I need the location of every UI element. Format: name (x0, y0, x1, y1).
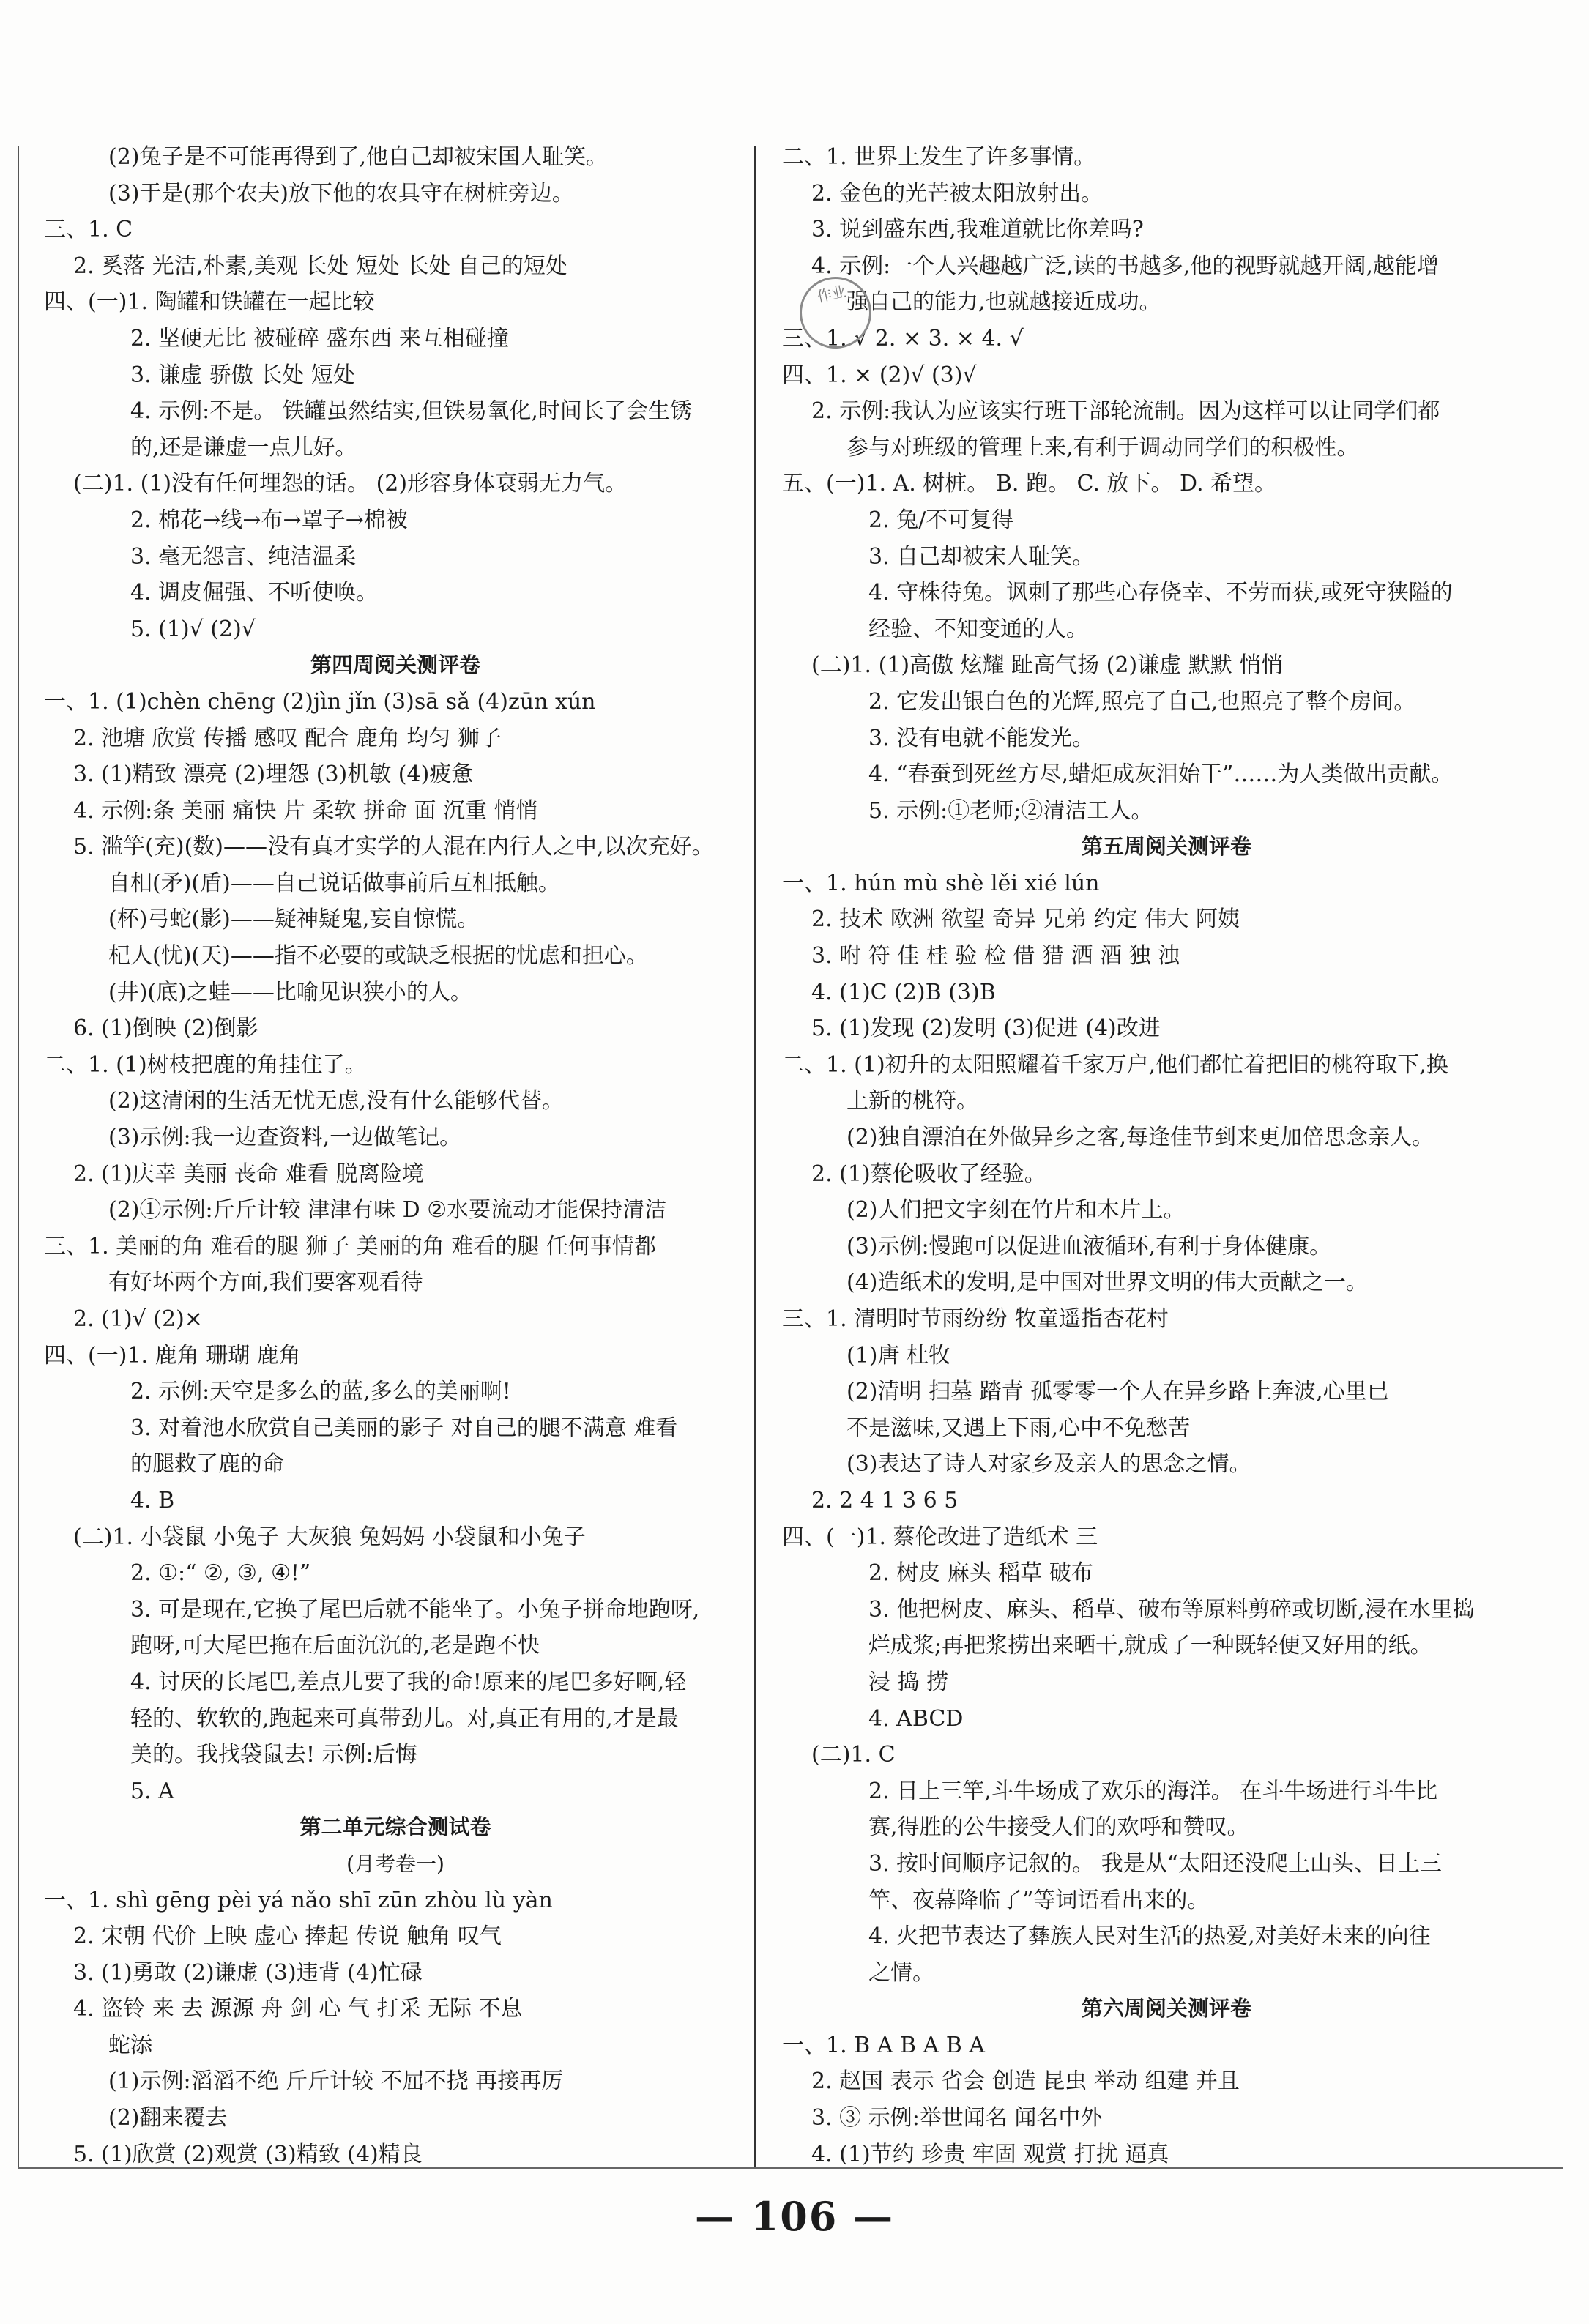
answer-line: 2. 金色的光芒被太阳放射出。 (811, 180, 1104, 206)
answer-line: 四、(一)1. 陶罐和铁罐在一起比较 (44, 289, 375, 316)
answer-line: (2)独自漂泊在外做异乡之客,每逢佳节到来更加倍思念亲人。 (846, 1125, 1434, 1151)
answer-line: (2)兔子是不可能再得到了,他自己却被宋国人耻笑。 (108, 144, 609, 170)
answer-line: (2)翻来覆去 (108, 2105, 228, 2131)
answer-line: 2. ①:“ ②, ③, ④!” (130, 1560, 311, 1587)
answer-line: 一、1. hún mù shè lěi xié lún (782, 870, 1100, 896)
answer-line: 蛇添 (108, 2032, 152, 2058)
answer-line: (2)清明 扫墓 踏青 孤零零一个人在异乡路上奔波,心里已 (846, 1379, 1389, 1405)
answer-line: 一、1. shì gēng pèi yá nǎo shī zūn zhòu lù yàn (44, 1887, 553, 1913)
answer-line: 竿、夜幕降临了”等词语看出来的。 (868, 1887, 1210, 1913)
answer-line: (1)唐 杜牧 (846, 1342, 951, 1368)
answer-line: (2)人们把文字刻在竹片和木片上。 (846, 1197, 1186, 1224)
section-heading: 第二单元综合测试卷 (299, 1814, 491, 1840)
answer-line: 美的。我找袋鼠去! 示例:后悔 (130, 1742, 417, 1768)
answer-line: 上新的桃符。 (846, 1088, 978, 1114)
answer-line: 2. 宋朝 代价 上映 虚心 捧起 传说 触角 叹气 (73, 1923, 502, 1950)
answer-line: 5. (1)欣赏 (2)观赏 (3)精致 (4)精良 (73, 2141, 423, 2167)
answer-line: 3. ③ 示例:举世闻名 闻名中外 (811, 2105, 1103, 2131)
answer-line: (3)于是(那个农夫)放下他的农具守在树桩旁边。 (108, 180, 574, 206)
page-number: — 106 — (694, 2193, 895, 2240)
answer-line: 4. 示例:一个人兴趣越广泛,读的书越多,他的视野就越开阔,越能增 (811, 253, 1439, 279)
answer-line: 2. 奚落 光洁,朴素,美观 长处 短处 长处 自己的短处 (73, 253, 568, 279)
answer-line: 4. 示例:不是。 铁罐虽然结实,但铁易氧化,时间长了会生锈 (130, 398, 692, 425)
answer-line: 二、1. (1)初升的太阳照耀着千家万户,他们都忙着把旧的桃符取下,换 (782, 1051, 1448, 1078)
answer-line: 3. 说到盛东西,我难道就比你差吗? (811, 217, 1144, 243)
answer-line: 4. 调皮倔强、不听使唤。 (130, 580, 379, 606)
answer-line: 三、1. √ 2. × 3. × 4. √ (782, 325, 1024, 351)
answer-line: 2. 树皮 麻头 稻草 破布 (868, 1560, 1093, 1587)
answer-line: 3. (1)勇敢 (2)谦虚 (3)违背 (4)忙碌 (73, 1959, 423, 1986)
answer-line: 一、1. (1)chèn chēng (2)jìn jǐn (3)sā sǎ (4)zūn xún (44, 688, 596, 715)
column-divider (754, 146, 756, 2167)
answer-line: 2. 池塘 欣赏 传播 感叹 配合 鹿角 均匀 狮子 (73, 725, 502, 751)
answer-line: 4. ABCD (868, 1705, 964, 1732)
answer-line: (3)示例:我一边查资料,一边做笔记。 (108, 1125, 462, 1151)
answer-line: 五、(一)1. A. 树桩。 B. 跑。 C. 放下。 D. 希望。 (782, 471, 1277, 497)
answer-line: 参与对班级的管理上来,有利于调动同学们的积极性。 (846, 434, 1359, 461)
answer-line: 自相(矛)(盾)——自己说话做事前后互相抵触。 (108, 870, 560, 896)
left-margin-rule (18, 146, 19, 2167)
section-heading: 第四周阅关测评卷 (310, 652, 480, 678)
answer-line: 三、1. 美丽的角 难看的腿 狮子 美丽的角 难看的腿 任何事情都 (44, 1233, 656, 1259)
answer-line: 3. (1)精致 漂亮 (2)埋怨 (3)机敏 (4)疲惫 (73, 761, 474, 788)
answer-line: 三、1. 清明时节雨纷纷 牧童遥指杏花村 (782, 1306, 1169, 1332)
answer-line: 2. (1)庆幸 美丽 丧命 难看 脱离险境 (73, 1161, 424, 1187)
answer-line: 4. B (130, 1487, 175, 1513)
answer-line: 4. 守株待兔。讽刺了那些心存侥幸、不劳而获,或死守狭隘的 (868, 580, 1453, 606)
answer-line: 2. 赵国 表示 省会 创造 昆虫 举动 组建 并且 (811, 2068, 1240, 2095)
homework-stamp: 作业 (793, 270, 878, 355)
answer-line: 2. 棉花→线→布→罩子→棉被 (130, 507, 408, 533)
answer-line: 5. (1)发现 (2)发明 (3)促进 (4)改进 (811, 1016, 1161, 1042)
answer-line: 强自己的能力,也就越接近成功。 (846, 289, 1161, 316)
answer-line: 4. “春蚕到死丝方尽,蜡炬成灰泪始干”……为人类做出贡献。 (868, 761, 1454, 788)
answer-line: 烂成浆;再把浆捞出来晒干,就成了一种既轻便又好用的纸。 (868, 1633, 1432, 1659)
answer-line: (杯)弓蛇(影)——疑神疑鬼,妄自惊慌。 (108, 906, 480, 933)
answer-line: 3. 没有电就不能发光。 (868, 725, 1095, 751)
answer-line: 5. 示例:①老师;②清洁工人。 (868, 797, 1153, 824)
answer-line: 4. 讨厌的长尾巴,差点儿要了我的命!原来的尾巴多好啊,轻 (130, 1669, 687, 1695)
answer-line: 经验、不知变通的人。 (868, 616, 1088, 642)
answer-line: (2)这清闲的生活无忧无虑,没有什么能够代替。 (108, 1088, 565, 1114)
answer-line: 的腿救了鹿的命 (130, 1451, 284, 1478)
answer-line: (二)1. (1)高傲 炫耀 趾高气扬 (2)谦虚 默默 悄悄 (811, 652, 1284, 679)
answer-line: 4. (1)C (2)B (3)B (811, 979, 996, 1005)
answer-line: 5. (1)√ (2)√ (130, 616, 256, 642)
answer-line: (二)1. 小袋鼠 小兔子 大灰狼 兔妈妈 小袋鼠和小兔子 (73, 1524, 586, 1550)
answer-line: 3. 毫无怨言、纯洁温柔 (130, 543, 357, 570)
answer-line: 轻的、软软的,跑起来可真带劲儿。对,真正有用的,才是最 (130, 1705, 679, 1732)
answer-line: 3. 他把树皮、麻头、稻草、破布等原料剪碎或切断,浸在水里捣 (868, 1596, 1475, 1623)
answer-line: 2. 坚硬无比 被碰碎 盛东西 来互相碰撞 (130, 325, 509, 351)
answer-line: (3)示例:慢跑可以促进血液循环,有利于身体健康。 (846, 1233, 1332, 1259)
section-subheading: (月考卷一) (346, 1851, 444, 1876)
answer-line: 之情。 (868, 1959, 934, 1986)
answer-line: (4)造纸术的发明,是中国对世界文明的伟大贡献之一。 (846, 1270, 1369, 1296)
answer-line: (3)表达了诗人对家乡及亲人的思念之情。 (846, 1451, 1251, 1478)
answer-line: 跑呀,可大尾巴拖在后面沉沉的,老是跑不快 (130, 1633, 540, 1659)
answer-line: 2. 2 4 1 3 6 5 (811, 1487, 959, 1513)
answer-line: 2. (1)蔡伦吸收了经验。 (811, 1161, 1046, 1187)
answer-line: 5. 滥竽(充)(数)——没有真才实学的人混在内行人之中,以次充好。 (73, 834, 714, 860)
answer-line: 2. 示例:我认为应该实行班干部轮流制。因为这样可以让同学们都 (811, 398, 1440, 425)
answer-line: 3. 对着池水欣赏自己美丽的影子 对自己的腿不满意 难看 (130, 1415, 678, 1441)
answer-line: 赛,得胜的公牛接受人们的欢呼和赞叹。 (868, 1814, 1249, 1841)
answer-line: 3. 按时间顺序记叙的。 我是从“太阳还没爬上山头、日上三 (868, 1850, 1443, 1877)
answer-line: (2)①示例:斤斤计较 津津有味 D ②水要流动才能保持清洁 (108, 1197, 667, 1224)
section-heading: 第五周阅关测评卷 (1081, 834, 1251, 860)
answer-line: 2. (1)√ (2)× (73, 1306, 203, 1332)
answer-line: 杞人(忧)(天)——指不必要的或缺乏根据的忧虑和担心。 (108, 943, 648, 969)
answer-line: 4. 示例:条 美丽 痛快 片 柔软 拼命 面 沉重 悄悄 (73, 797, 538, 824)
answer-line: 四、(一)1. 鹿角 珊瑚 鹿角 (44, 1342, 301, 1368)
answer-line: 5. A (130, 1778, 174, 1804)
answer-line: 2. 它发出银白色的光辉,照亮了自己,也照亮了整个房间。 (868, 688, 1416, 715)
left-answer-column (44, 139, 747, 2172)
answer-line: 的,还是谦虚一点儿好。 (130, 434, 357, 461)
answer-line: 有好坏两个方面,我们要客观看待 (108, 1270, 423, 1296)
answer-line: 二、1. (1)树枝把鹿的角挂住了。 (44, 1051, 367, 1078)
answer-line: (二)1. C (811, 1742, 896, 1768)
answer-line: 4. (1)节约 珍贵 牢固 观赏 打扰 逼真 (811, 2141, 1169, 2167)
section-heading: 第六周阅关测评卷 (1081, 1996, 1251, 2022)
answer-line: 2. 日上三竿,斗牛场成了欢乐的海洋。 在斗牛场进行斗牛比 (868, 1778, 1438, 1804)
answer-line: 2. 示例:天空是多么的蓝,多么的美丽啊! (130, 1379, 511, 1405)
answer-line: 2. 技术 欧洲 欲望 奇异 兄弟 约定 伟大 阿姨 (811, 906, 1240, 933)
answer-line: 一、1. B A B A B A (782, 2032, 985, 2058)
answer-line: 3. 咐 符 佳 桂 验 检 借 猎 洒 酒 独 浊 (811, 943, 1180, 969)
answer-line: 三、1. C (44, 217, 133, 243)
answer-line: (井)(底)之蛙——比喻见识狭小的人。 (108, 979, 472, 1005)
answer-line: 3. 自己却被宋人耻笑。 (868, 543, 1095, 570)
answer-line: 浸 捣 捞 (868, 1669, 949, 1695)
answer-line: 二、1. 世界上发生了许多事情。 (782, 144, 1096, 170)
answer-line: 3. 谦虚 骄傲 长处 短处 (130, 362, 355, 388)
right-answer-column (782, 139, 1551, 2172)
answer-line: 3. 可是现在,它换了尾巴后就不能坐了。小兔子拼命地跑呀, (130, 1596, 700, 1623)
answer-line: (1)示例:滔滔不绝 斤斤计较 不屈不挠 再接再厉 (108, 2068, 564, 2095)
answer-line: 6. (1)倒映 (2)倒影 (73, 1016, 258, 1042)
answer-line: 四、(一)1. 蔡伦改进了造纸术 三 (782, 1524, 1098, 1550)
answer-line: (二)1. (1)没有任何埋怨的话。 (2)形容身体衰弱无力气。 (73, 471, 628, 497)
answer-line: 2. 兔/不可复得 (868, 507, 1014, 533)
answer-line: 不是滋味,又遇上下雨,心中不免愁苦 (846, 1415, 1191, 1441)
answer-line: 4. 火把节表达了彝族人民对生活的热爱,对美好未来的向往 (868, 1923, 1431, 1950)
answer-line: 四、1. × (2)√ (3)√ (782, 362, 977, 388)
answer-line: 4. 盗铃 来 去 源源 舟 剑 心 气 打采 无际 不息 (73, 1996, 523, 2022)
